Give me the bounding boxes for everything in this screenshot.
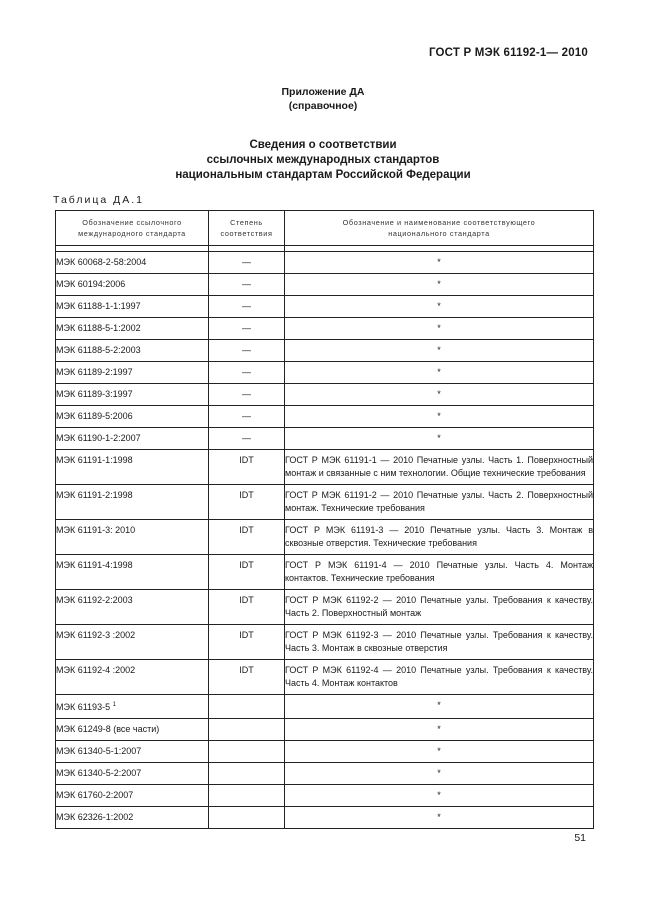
cell-reference-standard: МЭК 61188-5-2:2003 — [56, 340, 209, 362]
cell-degree: IDT — [209, 625, 285, 660]
cell-reference-standard: МЭК 62326-1:2002 — [56, 807, 209, 829]
cell-degree: — — [209, 318, 285, 340]
cell-national-standard: * — [285, 719, 594, 741]
cell-national-standard: * — [285, 428, 594, 450]
table-row — [56, 625, 594, 660]
table-row — [56, 384, 594, 406]
cell-reference-standard: МЭК 61191-1:1998 — [56, 450, 209, 485]
table-row — [56, 695, 594, 719]
cell-degree: IDT — [209, 555, 285, 590]
table-row — [56, 274, 594, 296]
cell-national-standard: * — [285, 274, 594, 296]
cell-degree: — — [209, 252, 285, 274]
table-row — [56, 763, 594, 785]
footnote-marker: 1 — [112, 702, 116, 708]
cell-degree: IDT — [209, 520, 285, 555]
cell-degree — [209, 695, 285, 719]
cell-reference-standard: МЭК 61249-8 (все части) — [56, 719, 209, 741]
cell-national-standard: * — [285, 362, 594, 384]
column-header-national: Обозначение и наименование соответствующего национального стандарта — [285, 211, 594, 246]
column-header-reference: Обозначение ссылочного международного стандарта — [56, 211, 209, 246]
cell-degree: — — [209, 384, 285, 406]
cell-reference-standard: МЭК 60194:2006 — [56, 274, 209, 296]
cell-reference-standard: МЭК 61188-5-1:2002 — [56, 318, 209, 340]
cell-reference-standard: МЭК 61191-4:1998 — [56, 555, 209, 590]
cell-national-standard: * — [285, 807, 594, 829]
cell-reference-standard: МЭК 60068-2-58:2004 — [56, 252, 209, 274]
cell-degree: — — [209, 274, 285, 296]
table-row — [56, 555, 594, 590]
cell-reference-standard: МЭК 61760-2:2007 — [56, 785, 209, 807]
cell-national-standard: * — [285, 340, 594, 362]
document-code: ГОСТ Р МЭК 61192-1— 2010 — [428, 47, 588, 59]
cell-degree — [209, 741, 285, 763]
cell-national-standard: * — [285, 252, 594, 274]
section-heading-line-2: ссылочных международных стандартов — [206, 154, 440, 166]
cell-reference-standard: МЭК 61188-1-1:1997 — [56, 296, 209, 318]
cell-reference-standard: МЭК 61193-5 $^1$ — [56, 695, 209, 719]
cell-national-standard: ГОСТ Р МЭК 61191-2 — 2010 Печатные узлы. Часть 2. Поверхностный монтаж. Технические требования — [285, 485, 594, 520]
cell-reference-standard: МЭК 61191-3: 2010 — [56, 520, 209, 555]
section-heading-line-3: национальным стандартам Российской Федерации — [175, 169, 471, 181]
cell-national-standard: ГОСТ Р МЭК 61191-1 — 2010 Печатные узлы. Часть 1. Поверхностный монтаж и связанные с ним технологии. Общие технические требования — [285, 450, 594, 485]
table-row — [56, 252, 594, 274]
table-row — [56, 807, 594, 829]
table-row — [56, 660, 594, 695]
cell-reference-standard: МЭК 61192-3 :2002 — [56, 625, 209, 660]
table-header-row — [56, 211, 594, 246]
cell-national-standard: * — [285, 763, 594, 785]
cell-degree — [209, 785, 285, 807]
table-row — [56, 428, 594, 450]
cell-national-standard: ГОСТ Р МЭК 61191-4 — 2010 Печатные узлы. Часть 4. Монтаж контактов. Технические требования — [285, 555, 594, 590]
cell-national-standard: * — [285, 318, 594, 340]
appendix-title: Приложение ДА — [281, 86, 365, 98]
cell-national-standard: ГОСТ Р МЭК 61192-3 — 2010 Печатные узлы. Требования к качеству. Часть 3. Монтаж в сквозные отверстия — [285, 625, 594, 660]
cell-degree: — — [209, 362, 285, 384]
table-row — [56, 296, 594, 318]
cell-degree: — — [209, 428, 285, 450]
cell-degree: IDT — [209, 590, 285, 625]
table-row — [56, 785, 594, 807]
cell-reference-standard: МЭК 61189-3:1997 — [56, 384, 209, 406]
cell-national-standard: ГОСТ Р МЭК 61192-4 — 2010 Печатные узлы. Требования к качеству. Часть 4. Монтаж контактов — [285, 660, 594, 695]
cell-national-standard: * — [285, 741, 594, 763]
table-caption: Таблица ДА.1 — [53, 194, 144, 206]
cell-degree — [209, 807, 285, 829]
cell-degree: IDT — [209, 485, 285, 520]
cell-reference-standard: МЭК 61192-4 :2002 — [56, 660, 209, 695]
cell-degree: IDT — [209, 660, 285, 695]
cell-reference-standard: МЭК 61191-2:1998 — [56, 485, 209, 520]
correspondence-table — [55, 210, 594, 829]
table-row — [56, 450, 594, 485]
cell-degree: — — [209, 406, 285, 428]
table-body — [56, 252, 594, 829]
section-heading-line-1: Сведения о соответствии — [249, 139, 397, 151]
cell-reference-standard: МЭК 61190-1-2:2007 — [56, 428, 209, 450]
column-header-degree: Степень соответствия — [209, 211, 285, 246]
cell-national-standard: * — [285, 296, 594, 318]
appendix-subtitle: (справочное) — [288, 100, 358, 112]
table-row — [56, 406, 594, 428]
cell-reference-standard: МЭК 61340-5-2:2007 — [56, 763, 209, 785]
cell-national-standard: ГОСТ Р МЭК 61191-3 — 2010 Печатные узлы. Часть 3. Монтаж в сквозные отверстия. Технические требования — [285, 520, 594, 555]
cell-degree — [209, 719, 285, 741]
table-row — [56, 741, 594, 763]
cell-national-standard: * — [285, 406, 594, 428]
table-row — [56, 340, 594, 362]
cell-degree — [209, 763, 285, 785]
table-row — [56, 362, 594, 384]
cell-reference-standard: МЭК 61340-5-1:2007 — [56, 741, 209, 763]
table-row — [56, 590, 594, 625]
cell-national-standard: ГОСТ Р МЭК 61192-2 — 2010 Печатные узлы. Требования к качеству. Часть 2. Поверхностный монтаж — [285, 590, 594, 625]
cell-national-standard: * — [285, 384, 594, 406]
cell-reference-standard: МЭК 61192-2:2003 — [56, 590, 209, 625]
table-row — [56, 719, 594, 741]
table-row — [56, 520, 594, 555]
cell-reference-standard: МЭК 61189-5:2006 — [56, 406, 209, 428]
page-number: 51 — [574, 832, 586, 844]
cell-national-standard: * — [285, 785, 594, 807]
cell-national-standard: * — [285, 695, 594, 719]
cell-reference-standard: МЭК 61189-2:1997 — [56, 362, 209, 384]
table-row — [56, 318, 594, 340]
cell-degree: IDT — [209, 450, 285, 485]
cell-degree: — — [209, 296, 285, 318]
cell-degree: — — [209, 340, 285, 362]
table-row — [56, 485, 594, 520]
